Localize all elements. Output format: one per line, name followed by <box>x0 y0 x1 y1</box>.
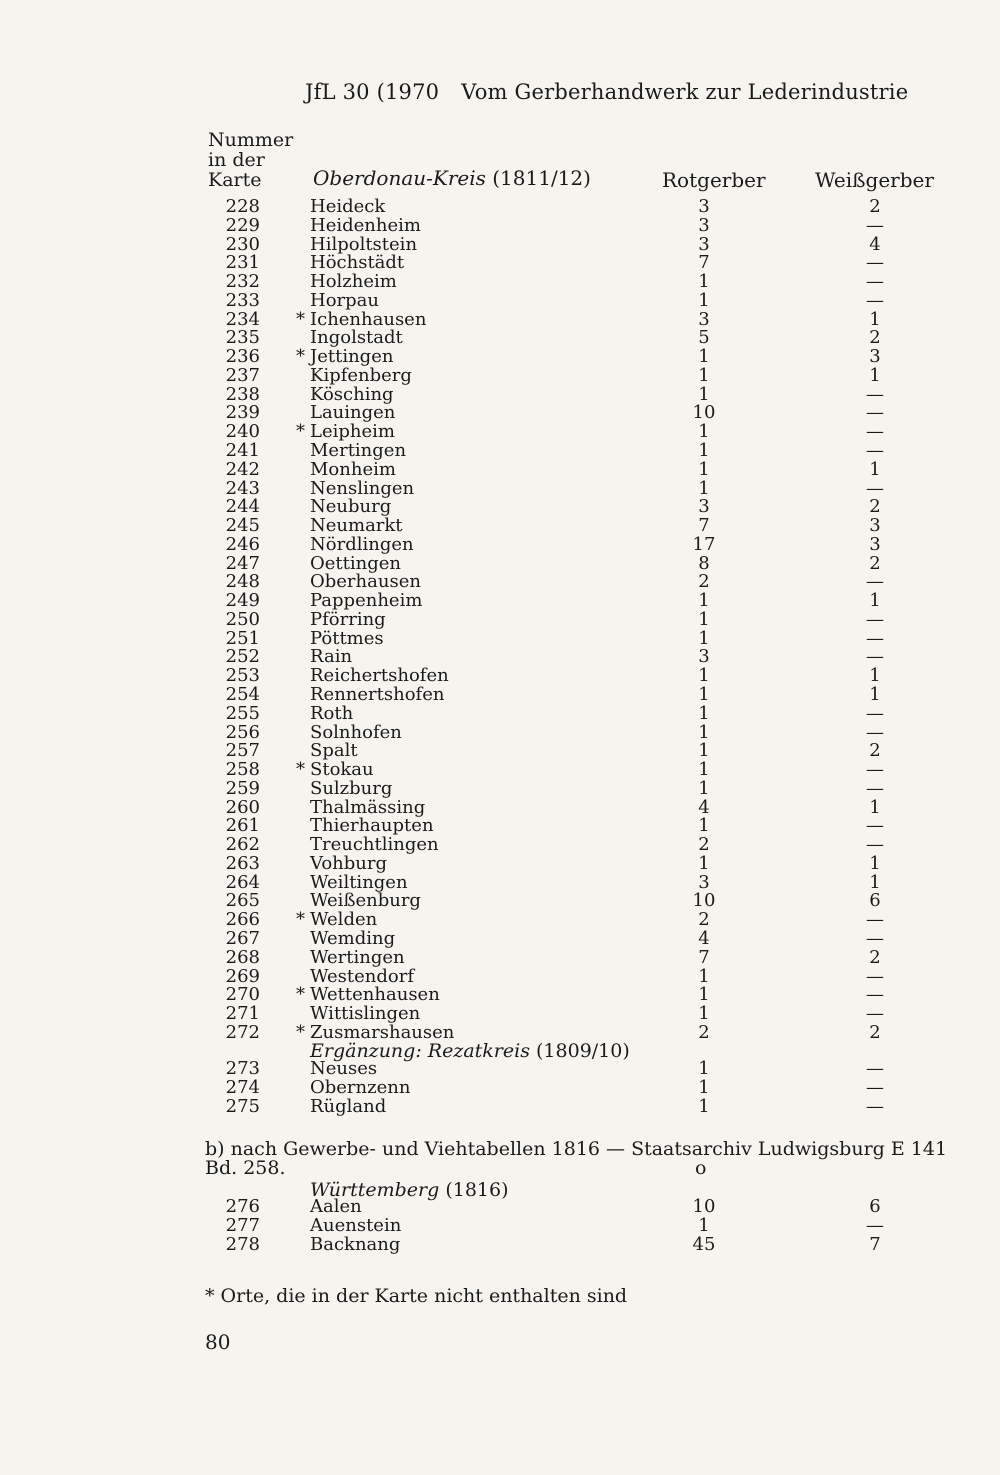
rotgerber-count: 8 <box>698 552 710 574</box>
table-row <box>0 328 1000 347</box>
map-number: 244 <box>225 496 260 518</box>
map-number: 270 <box>225 984 260 1006</box>
weissgerber-count: — <box>866 965 884 987</box>
place-name: Thierhaupten <box>310 815 434 837</box>
map-number: 232 <box>225 271 260 293</box>
rotgerber-count: 10 <box>692 890 716 912</box>
place-name: Sulzburg <box>310 777 393 799</box>
weissgerber-count: — <box>866 702 884 724</box>
rotgerber-count: 1 <box>698 440 710 461</box>
place-name: Ingolstadt <box>310 327 403 349</box>
place-name: Oettingen <box>310 552 401 574</box>
place-name: Neuses <box>310 1058 378 1079</box>
rotgerber-count: 1 <box>698 702 710 724</box>
map-number: 229 <box>225 214 260 236</box>
rotgerber-count: 1 <box>698 777 710 799</box>
table-row <box>0 610 1000 629</box>
place-name: Neuburg <box>310 496 392 518</box>
place-name: Aalen <box>310 1196 362 1217</box>
table-row <box>0 647 1000 666</box>
kreis-years: (1811/12) <box>492 166 591 190</box>
place-name: Auenstein <box>310 1215 402 1236</box>
map-number: 257 <box>225 740 260 762</box>
rotgerber-count: 17 <box>692 533 716 555</box>
table-row <box>0 310 1000 329</box>
map-number: 264 <box>225 871 260 893</box>
weissgerber-count: 2 <box>869 327 881 349</box>
table-row <box>0 1097 1000 1116</box>
map-number: 250 <box>225 608 260 630</box>
weissgerber-count: — <box>866 608 884 630</box>
rotgerber-count: 1 <box>698 590 710 612</box>
rotgerber-count: 3 <box>698 496 710 518</box>
table-row <box>0 422 1000 441</box>
weissgerber-count: 2 <box>869 740 881 762</box>
rotgerber-count: 1 <box>698 458 710 480</box>
rotgerber-count: 3 <box>698 233 710 255</box>
map-number: 235 <box>225 327 260 349</box>
section-b-line: b) nach Gewerbe- und Viehtabellen 1816 — Staatsarchiv Ludwigsburg E 141 <box>205 1138 948 1160</box>
table-row <box>0 967 1000 986</box>
map-number: 234 <box>225 308 260 330</box>
table-row <box>0 591 1000 610</box>
table-row <box>0 291 1000 310</box>
rotgerber-count: 7 <box>698 515 710 537</box>
place-name: Weißenburg <box>310 890 421 912</box>
rotgerber-count: 1 <box>698 271 710 293</box>
place-name: Heideck <box>310 196 386 217</box>
weissgerber-count: — <box>866 402 884 424</box>
rotgerber-count: 1 <box>698 383 710 405</box>
place-name: Weiltingen <box>310 871 408 893</box>
map-number: 265 <box>225 890 260 912</box>
weissgerber-count: — <box>866 271 884 293</box>
rotgerber-count: 1 <box>698 1058 710 1079</box>
map-number: 278 <box>225 1234 260 1255</box>
weissgerber-count: — <box>866 928 884 950</box>
column-header-line: Nummer <box>208 129 294 151</box>
map-number: 242 <box>225 458 260 480</box>
table-row <box>0 572 1000 591</box>
section-b-line: Bd. 258. <box>205 1157 286 1179</box>
rotgerber-count: 1 <box>698 740 710 762</box>
map-number: 266 <box>225 909 260 931</box>
place-name: Stokau <box>310 759 374 781</box>
table-row <box>0 460 1000 479</box>
weissgerber-count: 2 <box>869 496 881 518</box>
rotgerber-count: 1 <box>698 477 710 499</box>
map-number: 259 <box>225 777 260 799</box>
rotgerber-count: 1 <box>698 608 710 630</box>
map-number: 228 <box>225 196 260 217</box>
rotgerber-count: 3 <box>698 196 710 217</box>
table-row <box>0 741 1000 760</box>
place-name: Rügland <box>310 1095 387 1117</box>
rotgerber-count: 1 <box>698 815 710 837</box>
map-number: 262 <box>225 834 260 856</box>
rotgerber-count: 2 <box>698 834 710 856</box>
map-number: 258 <box>225 759 260 781</box>
weissgerber-count: — <box>866 1003 884 1025</box>
running-head <box>305 80 908 104</box>
rotgerber-count: 3 <box>698 214 710 236</box>
map-number: 238 <box>225 383 260 405</box>
map-number: 277 <box>225 1215 260 1236</box>
weissgerber-count: 1 <box>869 590 881 612</box>
table-row <box>0 441 1000 460</box>
rotgerber-count: 2 <box>698 571 710 593</box>
table-row <box>0 929 1000 948</box>
map-number: 237 <box>225 364 260 386</box>
footnote-marker: * <box>296 909 305 931</box>
table-row <box>0 704 1000 723</box>
table-row <box>0 1004 1000 1023</box>
rotgerber-count: 5 <box>698 327 710 349</box>
rotgerber-count: 2 <box>698 909 710 931</box>
column-header-weissgerber: Weißgerber <box>815 168 934 192</box>
rotgerber-count: 1 <box>698 1003 710 1025</box>
weissgerber-count: 1 <box>869 796 881 818</box>
place-name: Heidenheim <box>310 214 421 236</box>
table-row <box>0 798 1000 817</box>
table-row <box>0 366 1000 385</box>
weissgerber-count: 1 <box>869 684 881 706</box>
table-row <box>0 216 1000 235</box>
rotgerber-count: 2 <box>698 1021 710 1043</box>
map-number: 253 <box>225 665 260 687</box>
place-name: Wettenhausen <box>310 984 440 1006</box>
weissgerber-count: — <box>866 1215 884 1236</box>
map-number: 233 <box>225 289 260 311</box>
table-row <box>0 554 1000 573</box>
weissgerber-count: — <box>866 1058 884 1079</box>
rotgerber-count: 1 <box>698 346 710 368</box>
column-header-line: in der <box>208 149 265 171</box>
table-row <box>0 629 1000 648</box>
weissgerber-count: 1 <box>869 665 881 687</box>
table-row <box>0 760 1000 779</box>
place-name: Pöttmes <box>310 627 384 649</box>
weissgerber-count: — <box>866 1095 884 1117</box>
weissgerber-count: — <box>866 571 884 593</box>
table-row <box>0 497 1000 516</box>
place-name: Monheim <box>310 458 396 480</box>
rotgerber-count: 1 <box>698 965 710 987</box>
map-number: 255 <box>225 702 260 724</box>
weissgerber-count: — <box>866 421 884 443</box>
map-number: 272 <box>225 1021 260 1043</box>
rotgerber-count: 1 <box>698 364 710 386</box>
column-header-kreis <box>313 168 591 188</box>
weissgerber-count: 1 <box>869 364 881 386</box>
table-row <box>0 854 1000 873</box>
weissgerber-count: 7 <box>869 1234 881 1255</box>
rotgerber-count: 4 <box>698 928 710 950</box>
erganzung-name: Ergänzung: Rezatkreis <box>310 1040 530 1062</box>
place-name: Pappenheim <box>310 590 423 612</box>
place-name: Treuchtlingen <box>310 834 439 856</box>
place-name: Hilpoltstein <box>310 233 418 255</box>
table-row <box>0 685 1000 704</box>
rotgerber-count: 1 <box>698 289 710 311</box>
rotgerber-count: 1 <box>698 665 710 687</box>
weissgerber-count: 2 <box>869 552 881 574</box>
table-row <box>0 723 1000 742</box>
table-row <box>0 385 1000 404</box>
rotgerber-count: 1 <box>698 759 710 781</box>
rotgerber-count: 3 <box>698 871 710 893</box>
place-name: Höchstädt <box>310 252 405 274</box>
map-number: 269 <box>225 965 260 987</box>
rotgerber-count: 1 <box>698 984 710 1006</box>
table-row <box>0 891 1000 910</box>
rotgerber-count: 3 <box>698 646 710 668</box>
weissgerber-count: — <box>866 646 884 668</box>
place-name: Nenslingen <box>310 477 415 499</box>
map-number: 239 <box>225 402 260 424</box>
place-name: Solnhofen <box>310 721 402 743</box>
erganzung-years: (1809/10) <box>536 1040 630 1062</box>
map-number: 231 <box>225 252 260 274</box>
table-row <box>0 835 1000 854</box>
map-number: 251 <box>225 627 260 649</box>
map-number: 246 <box>225 533 260 555</box>
rotgerber-count: 1 <box>698 852 710 874</box>
weissgerber-count: 6 <box>869 1196 881 1217</box>
weissgerber-count: — <box>866 834 884 856</box>
place-name: Leipheim <box>310 421 395 443</box>
footnote: * Orte, die in der Karte nicht enthalten sind <box>205 1285 628 1307</box>
table-row <box>0 403 1000 422</box>
map-number: 271 <box>225 1003 260 1025</box>
table-row <box>0 1197 1000 1216</box>
rotgerber-count: 7 <box>698 946 710 968</box>
place-name: Pförring <box>310 608 386 630</box>
place-name: Mertingen <box>310 440 407 461</box>
weissgerber-count: — <box>866 984 884 1006</box>
journal-ref: JfL 30 (1970 <box>305 80 440 104</box>
footnote-marker: * <box>296 308 305 330</box>
table-row <box>0 197 1000 216</box>
column-header-line: Karte <box>208 169 262 191</box>
rotgerber-count: 4 <box>698 796 710 818</box>
table-row <box>0 253 1000 272</box>
section-b-paragraph <box>205 1138 948 1179</box>
place-name: Horpau <box>310 289 379 311</box>
rotgerber-count: 1 <box>698 684 710 706</box>
place-name: Neumarkt <box>310 515 403 537</box>
rotgerber-count: 1 <box>698 421 710 443</box>
place-name: Lauingen <box>310 402 396 424</box>
place-name: Zusmarshausen <box>310 1021 455 1043</box>
place-name: Vohburg <box>310 852 388 874</box>
weissgerber-count: — <box>866 627 884 649</box>
table-row <box>0 985 1000 1004</box>
weissgerber-count: 6 <box>869 890 881 912</box>
weissgerber-count: 2 <box>869 946 881 968</box>
weissgerber-count: — <box>866 383 884 405</box>
place-name: Welden <box>310 909 378 931</box>
place-name: Rennertshofen <box>310 684 445 706</box>
rotgerber-count: 1 <box>698 627 710 649</box>
place-name: Wertingen <box>310 946 405 968</box>
article-title: Vom Gerberhandwerk zur Lederindustrie <box>461 80 909 104</box>
wurttemberg-years: (1816) <box>445 1179 509 1201</box>
map-number: 275 <box>225 1095 260 1117</box>
table-row <box>0 1235 1000 1254</box>
table-row <box>0 666 1000 685</box>
place-name: Roth <box>310 702 354 724</box>
map-number: 260 <box>225 796 260 818</box>
column-header-nummer <box>208 130 293 190</box>
map-number: 249 <box>225 590 260 612</box>
map-number: 245 <box>225 515 260 537</box>
map-number: 268 <box>225 946 260 968</box>
place-name: Spalt <box>310 740 358 762</box>
table-row <box>0 1078 1000 1097</box>
weissgerber-count: — <box>866 214 884 236</box>
weissgerber-count: — <box>866 440 884 461</box>
map-number: 241 <box>225 440 260 461</box>
table-row <box>0 910 1000 929</box>
rotgerber-count: 1 <box>698 1076 710 1098</box>
kreis-name: Oberdonau-Kreis <box>313 166 486 190</box>
map-number: 236 <box>225 346 260 368</box>
place-name: Thalmässing <box>310 796 426 818</box>
rotgerber-count: 7 <box>698 252 710 274</box>
place-name: Wittislingen <box>310 1003 421 1025</box>
weissgerber-count: 1 <box>869 308 881 330</box>
page-number: 80 <box>205 1330 231 1354</box>
footnote-marker: * <box>296 759 305 781</box>
weissgerber-count: 1 <box>869 852 881 874</box>
wurttemberg-name: Württemberg <box>310 1179 440 1201</box>
map-number: 256 <box>225 721 260 743</box>
map-number: 248 <box>225 571 260 593</box>
place-name: Nördlingen <box>310 533 414 555</box>
table-row <box>0 873 1000 892</box>
footnote-marker: * <box>296 346 305 368</box>
place-name: Oberhausen <box>310 571 421 593</box>
table-row <box>0 235 1000 254</box>
weissgerber-count: — <box>866 477 884 499</box>
weissgerber-count: — <box>866 815 884 837</box>
weissgerber-count: — <box>866 909 884 931</box>
map-number: 252 <box>225 646 260 668</box>
rotgerber-count: 10 <box>692 1196 716 1217</box>
place-name: Kösching <box>310 383 394 405</box>
map-number: 263 <box>225 852 260 874</box>
table-row <box>0 347 1000 366</box>
place-name: Kipfenberg <box>310 364 412 386</box>
map-number: 243 <box>225 477 260 499</box>
place-name: Backnang <box>310 1234 401 1255</box>
map-number: 230 <box>225 233 260 255</box>
table-row <box>0 535 1000 554</box>
column-header-rotgerber: Rotgerber <box>662 168 766 192</box>
weissgerber-count: 1 <box>869 458 881 480</box>
map-number: 276 <box>225 1196 260 1217</box>
weissgerber-count: — <box>866 252 884 274</box>
rotgerber-count: 1 <box>698 1215 710 1236</box>
weissgerber-count: — <box>866 721 884 743</box>
table-row <box>0 816 1000 835</box>
place-name: Obernzenn <box>310 1076 411 1098</box>
map-number: 267 <box>225 928 260 950</box>
rotgerber-count: 45 <box>692 1234 716 1255</box>
place-name: Wemding <box>310 928 396 950</box>
map-number: 240 <box>225 421 260 443</box>
rotgerber-count: 10 <box>692 402 716 424</box>
weissgerber-count: 3 <box>869 533 881 555</box>
rotgerber-count: 3 <box>698 308 710 330</box>
weissgerber-count: 3 <box>869 346 881 368</box>
map-number: 261 <box>225 815 260 837</box>
weissgerber-count: — <box>866 289 884 311</box>
weissgerber-count: 2 <box>869 1021 881 1043</box>
weissgerber-count: — <box>866 759 884 781</box>
weissgerber-count: — <box>866 777 884 799</box>
footnote-marker: * <box>296 1021 305 1043</box>
table-row <box>0 948 1000 967</box>
place-name: Westendorf <box>310 965 415 987</box>
map-number: 274 <box>225 1076 260 1098</box>
footnote-marker: * <box>296 984 305 1006</box>
table-row <box>0 479 1000 498</box>
rotgerber-count: 1 <box>698 721 710 743</box>
place-name: Ichenhausen <box>310 308 427 330</box>
place-name: Rain <box>310 646 353 668</box>
rotgerber-count: 1 <box>698 1095 710 1117</box>
map-number: 247 <box>225 552 260 574</box>
table-row <box>0 1059 1000 1078</box>
table-row <box>0 779 1000 798</box>
place-name: Jettingen <box>310 346 394 368</box>
weissgerber-count: 3 <box>869 515 881 537</box>
footnote-marker: * <box>296 421 305 443</box>
weissgerber-count: 4 <box>869 233 881 255</box>
section-b-mark: o <box>695 1157 707 1179</box>
weissgerber-count: 2 <box>869 196 881 217</box>
place-name: Reichertshofen <box>310 665 449 687</box>
map-number: 273 <box>225 1058 260 1079</box>
weissgerber-count: 1 <box>869 871 881 893</box>
table-row <box>0 1216 1000 1235</box>
place-name: Holzheim <box>310 271 397 293</box>
table-row <box>0 516 1000 535</box>
table-row <box>0 272 1000 291</box>
weissgerber-count: — <box>866 1076 884 1098</box>
map-number: 254 <box>225 684 260 706</box>
